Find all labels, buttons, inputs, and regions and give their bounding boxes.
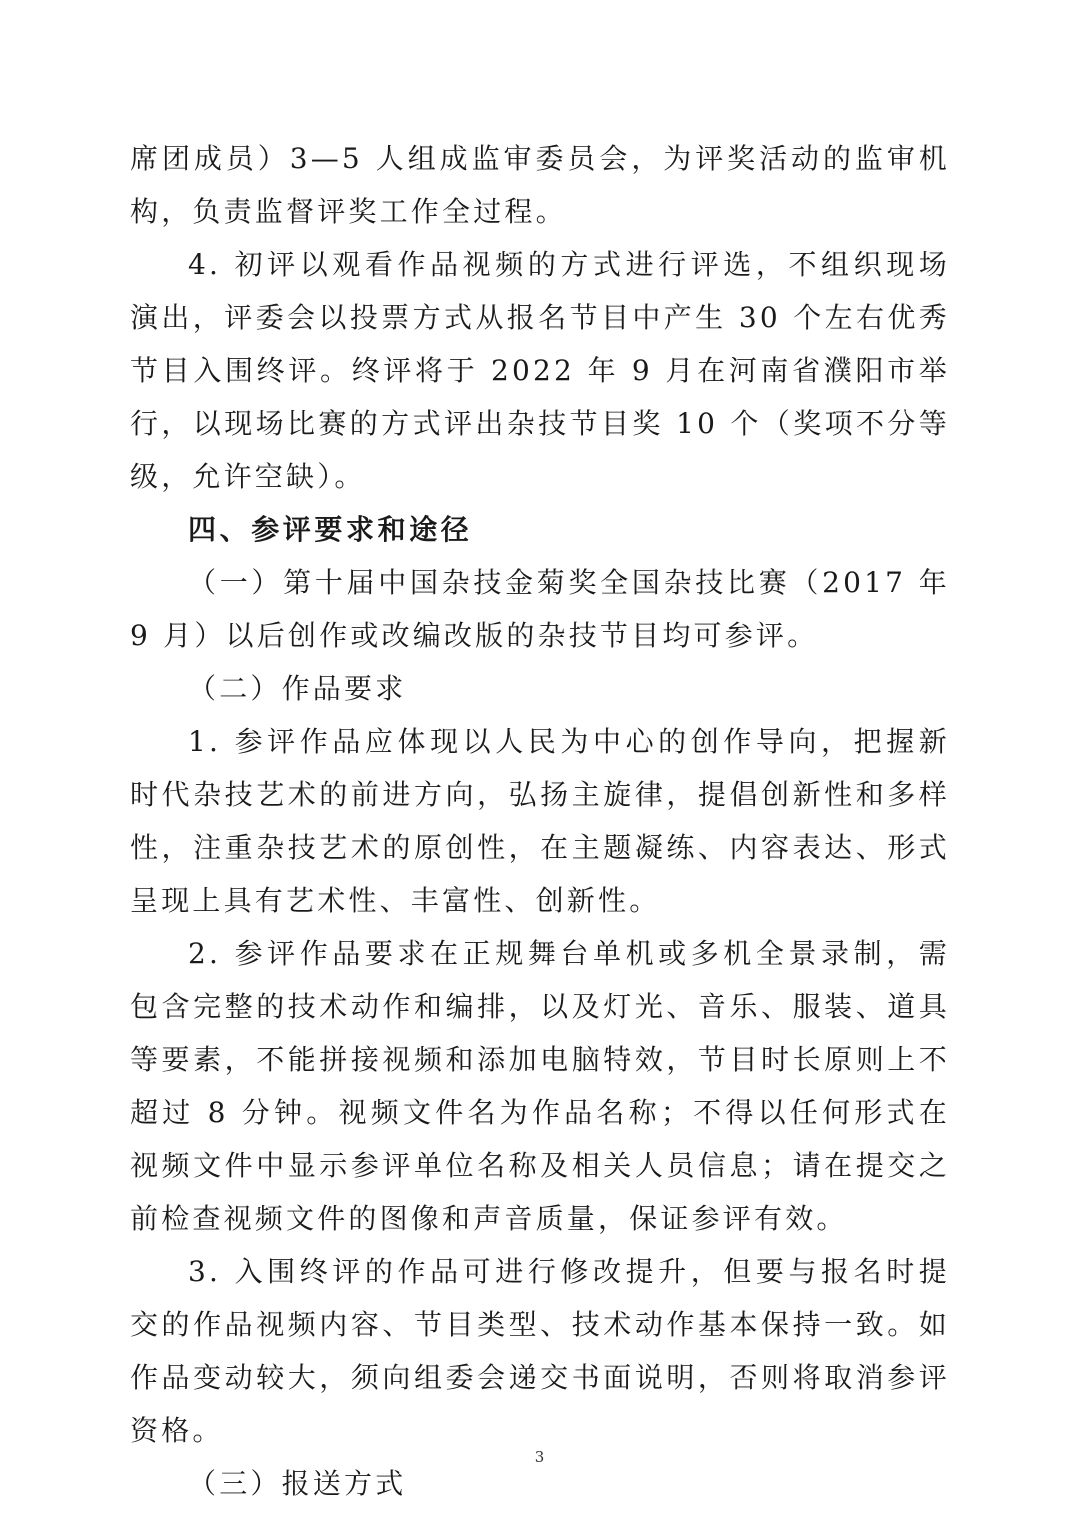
paragraph-item-4: 4. 初评以观看作品视频的方式进行评选，不组织现场演出，评委会以投票方式从报名节目中产生 30 个左右优秀节目入围终评。终评将于 2022 年 9 月在河南省濮阳市举行，以现场比赛的方式评出杂技节目奖 10 个（奖项不分等级，允许空缺）。: [130, 248, 950, 493]
paragraph-subsection-3-title: （三）报送方式: [188, 1467, 407, 1500]
paragraph-continuation: 席团成员）3—5 人组成监审委员会，为评奖活动的监审机构，负责监督评奖工作全过程。: [130, 142, 950, 228]
page-number: 3: [534, 1448, 545, 1466]
paragraph-requirement-1: 1. 参评作品应体现以人民为中心的创作导向，把握新时代杂技艺术的前进方向，弘扬主旋律，提倡创新性和多样性，注重杂技艺术的原创性，在主题凝练、内容表达、形式呈现上具有艺术性、丰富性、创新性。: [130, 725, 950, 917]
section-heading: 四、参评要求和途径: [188, 513, 473, 546]
document-body: [130, 132, 950, 1510]
paragraph-requirement-2: 2. 参评作品要求在正规舞台单机或多机全景录制，需包含完整的技术动作和编排，以及灯光、音乐、服装、道具等要素，不能拼接视频和添加电脑特效，节目时长原则上不超过 8 分钟。视频文件名为作品名称；不得以任何形式在视频文件中显示参评单位名称及相关人员信息；请在提交之前检查视频文件的图像和声音质量，保证参评有效。: [130, 937, 950, 1235]
paragraph-subsection-2-title: （二）作品要求: [188, 672, 407, 705]
paragraph-requirement-3: 3. 入围终评的作品可进行修改提升，但要与报名时提交的作品视频内容、节目类型、技术动作基本保持一致。如作品变动较大，须向组委会递交书面说明，否则将取消参评资格。: [130, 1255, 950, 1447]
paragraph-subsection-1: （一）第十届中国杂技金菊奖全国杂技比赛（2017 年 9 月）以后创作或改编改版的杂技节目均可参评。: [130, 566, 950, 652]
